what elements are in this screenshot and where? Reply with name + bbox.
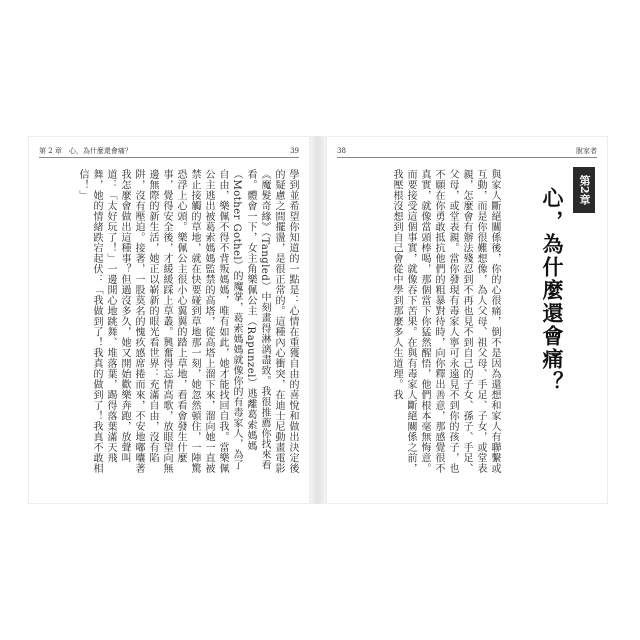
book-spread <box>28 136 608 504</box>
left-page-number: 39 <box>290 147 299 155</box>
right-running-head <box>337 145 597 158</box>
left-page-body: 學到並希望你知道的一點是：心情在重獲自由的喜悅和做出決定後的疑慮之間擺盪，是很正常的。這種內心衝突，在迪士尼動畫電影《魔髮奇緣》（Tangled）中刻畫得淋漓盡致。我很推薦你找來看看。體會一下，女主角樂佩公主（Rapunzel）逃離葛索媽媽（Mother Gothel）的魔掌，葛索媽媽就像你的有毒家人，為了自由，樂佩不得不背叛媽媽，唯有如此，她才能找回自我。當樂佩公主逃出被葛索媽媽監禁的高塔，從高塔上溜下來，溜向她一直被禁止接觸的草地，就在快要碰到草地那一刻，她忽然頓住，一陣驚恐浮上心頭。樂佩公主很小心翼翼的踏上草地，看看會發生什麼事，覺得安全後，才緩緩踩上草叢。興奮得忘情高歌，放眼望向無邊無際的新生活，她正以嶄新的眼光看世界：充滿自由，沒有陷阱，沒有壓迫。接著，一股莫名的愧疚感席捲而來，不安地嘟囔著我怎麼會做出這種事？但過沒多久，她又開始歡樂奔跑，放聲叫道：「太好玩了！」一邊開心地跳舞、堆落葉，踢得落葉滿天飛舞，她的情緒跌宕起伏：「我做到了！我真的做到了！我真不敢相信！」 <box>77 169 298 474</box>
left-page <box>28 136 310 504</box>
right-page-number: 38 <box>337 147 346 155</box>
right-page <box>326 136 608 504</box>
left-running-head-title: 第 2 章 心，為什麼還會痛？ <box>39 147 132 155</box>
chapter-title: 心，為什麼還會痛？ <box>540 187 565 394</box>
right-page-body: 與家人斷絕關係後，你的心很痛，倒不是因為還想和家人有聯繫或互動，而是你很難想像，為人父母、祖父母、手足、子女，或堂表親，怎麼會有辦法殘忍到不再也見不到自己的子女、孫子、手足、父母，或堂表親。當你發現有毒家人寧可永遠見不到你的孩子，也不願在你勇敢抵抗他們的粗暴對待時，向你釋出善意，那感覺很不真實，就像當頭棒喝，那個當下你猛然醒悟，他們根本毫無悔意。而要接受這個事實，就像吞下苦果。在與有毒家人斷絕關係之前，我壓根沒想到自己會從中學到那麼多人生道理。我 <box>391 169 500 474</box>
book-gutter <box>310 136 326 504</box>
right-running-head-title: 脫家者 <box>576 147 597 155</box>
left-running-head <box>39 145 299 158</box>
chapter-label-badge: 第2章 <box>573 167 595 213</box>
